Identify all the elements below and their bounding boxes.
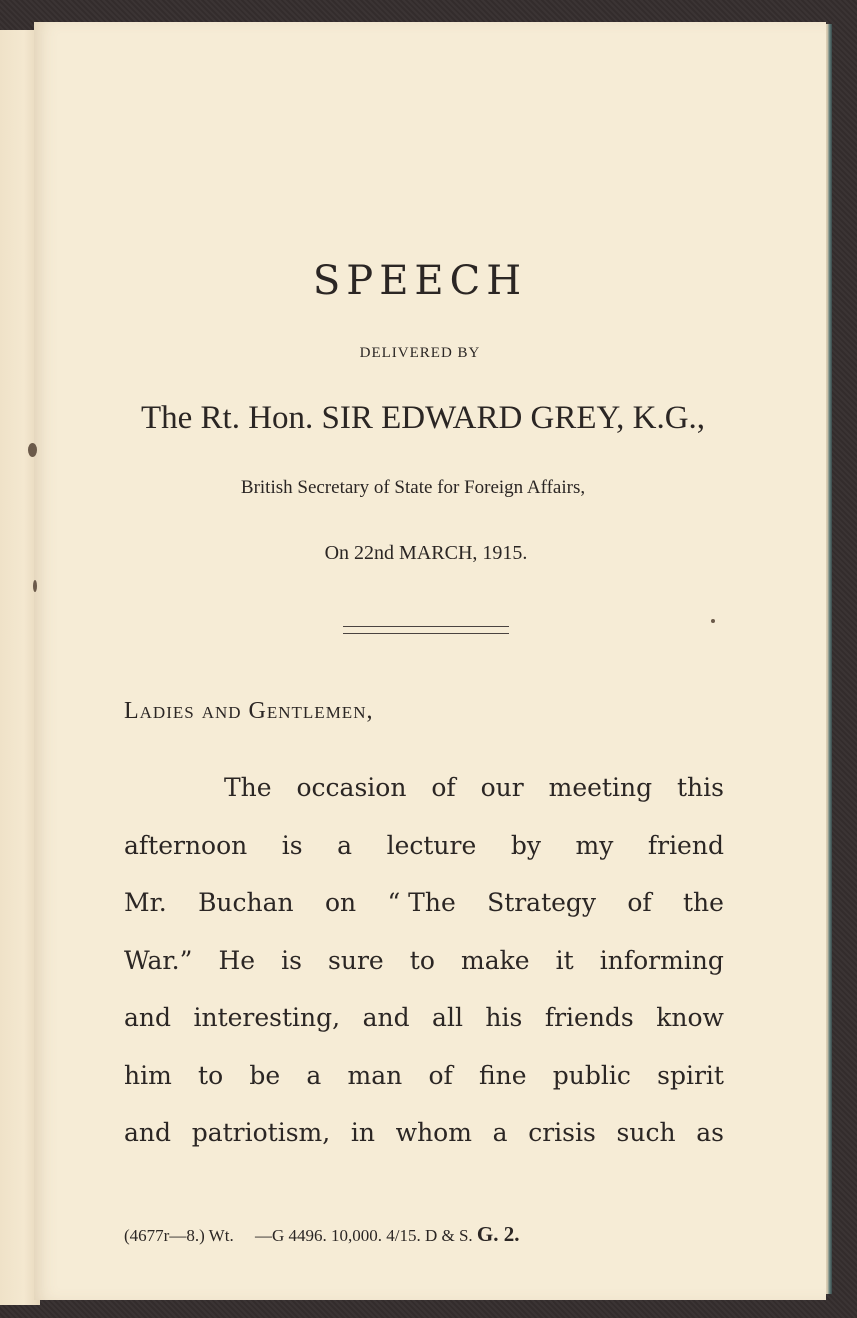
body-word: it [555, 945, 574, 975]
body-word: and [362, 1003, 410, 1032]
body-word: a [492, 1118, 508, 1147]
body-word: to [198, 1060, 224, 1090]
body-word: is [281, 945, 302, 975]
page-title: SPEECH [312, 258, 528, 304]
body-word: public [552, 1060, 631, 1090]
body-word: as [696, 1118, 724, 1147]
body-word: is [281, 830, 303, 860]
body-line [124, 998, 724, 1056]
body-word: a [337, 830, 353, 860]
body-word: informing [599, 945, 724, 975]
delivered-by-text: DELIVERED BY [359, 345, 481, 361]
body-word: afternoon [124, 830, 248, 860]
body-word: fine [478, 1060, 527, 1090]
body-line [124, 1113, 724, 1171]
body-line [124, 768, 724, 826]
body-word: in [350, 1118, 375, 1147]
body-word: by [510, 830, 541, 860]
body-line [124, 1056, 724, 1114]
body-word: on [324, 888, 357, 917]
speaker-position: British Secretary of State for Foreign Affairs, [240, 477, 586, 498]
printer-footer [124, 1222, 734, 1247]
body-word: make [460, 945, 530, 975]
body-word: “ The [387, 888, 456, 917]
body-word: Buchan [198, 888, 294, 917]
speech-date: On 22nd MARCH, 1915. [324, 542, 528, 564]
page-reference: G. 2. [476, 1222, 520, 1246]
body-word: his [485, 1003, 523, 1032]
double-rule-divider [343, 625, 509, 635]
body-word: be [249, 1060, 281, 1090]
body-word: and [124, 1003, 172, 1032]
body-text [124, 768, 724, 1171]
body-word: crisis [528, 1118, 596, 1147]
body-word: sure [328, 945, 384, 975]
body-word: know [656, 1003, 724, 1032]
body-word: interesting, [193, 1003, 341, 1032]
body-word: occasion [296, 773, 407, 802]
body-word: the [683, 888, 724, 917]
body-word: man [347, 1060, 403, 1090]
body-word: meeting [548, 773, 653, 802]
body-word: my [575, 830, 614, 860]
body-word: of [428, 1060, 453, 1090]
body-word: lecture [386, 830, 477, 860]
body-word: He [218, 945, 256, 975]
paper-mark [711, 619, 715, 623]
body-line [124, 941, 724, 999]
body-word: War.” [124, 945, 193, 975]
body-word: whom [395, 1118, 472, 1147]
body-word: to [409, 945, 435, 975]
body-word: friend [647, 830, 724, 860]
footer-print-code: (4677r—8.) Wt. —G 4496. 10,000. 4/15. D & S. [124, 1226, 473, 1245]
body-word: of [431, 773, 456, 802]
body-line [124, 826, 724, 884]
body-word: all [432, 1003, 463, 1032]
body-word: friends [544, 1003, 634, 1032]
body-word: and [124, 1118, 172, 1147]
body-word: Strategy [487, 888, 597, 917]
body-word: patriotism, [191, 1118, 331, 1147]
body-word: of [627, 888, 652, 917]
body-line [124, 883, 724, 941]
body-word: this [677, 773, 724, 802]
body-word: a [306, 1060, 322, 1090]
paper-mark [28, 443, 37, 457]
body-word: spirit [657, 1060, 724, 1090]
body-word: him [124, 1060, 172, 1090]
paper-mark [33, 580, 37, 592]
body-word: Mr. [124, 888, 167, 917]
body-word: The [224, 773, 272, 802]
body-word: such [616, 1118, 676, 1147]
salutation: Ladies and Gentlemen, [124, 698, 374, 724]
speaker-name: The Rt. Hon. SIR EDWARD GREY, K.G., [140, 400, 706, 436]
body-word: our [480, 773, 524, 802]
